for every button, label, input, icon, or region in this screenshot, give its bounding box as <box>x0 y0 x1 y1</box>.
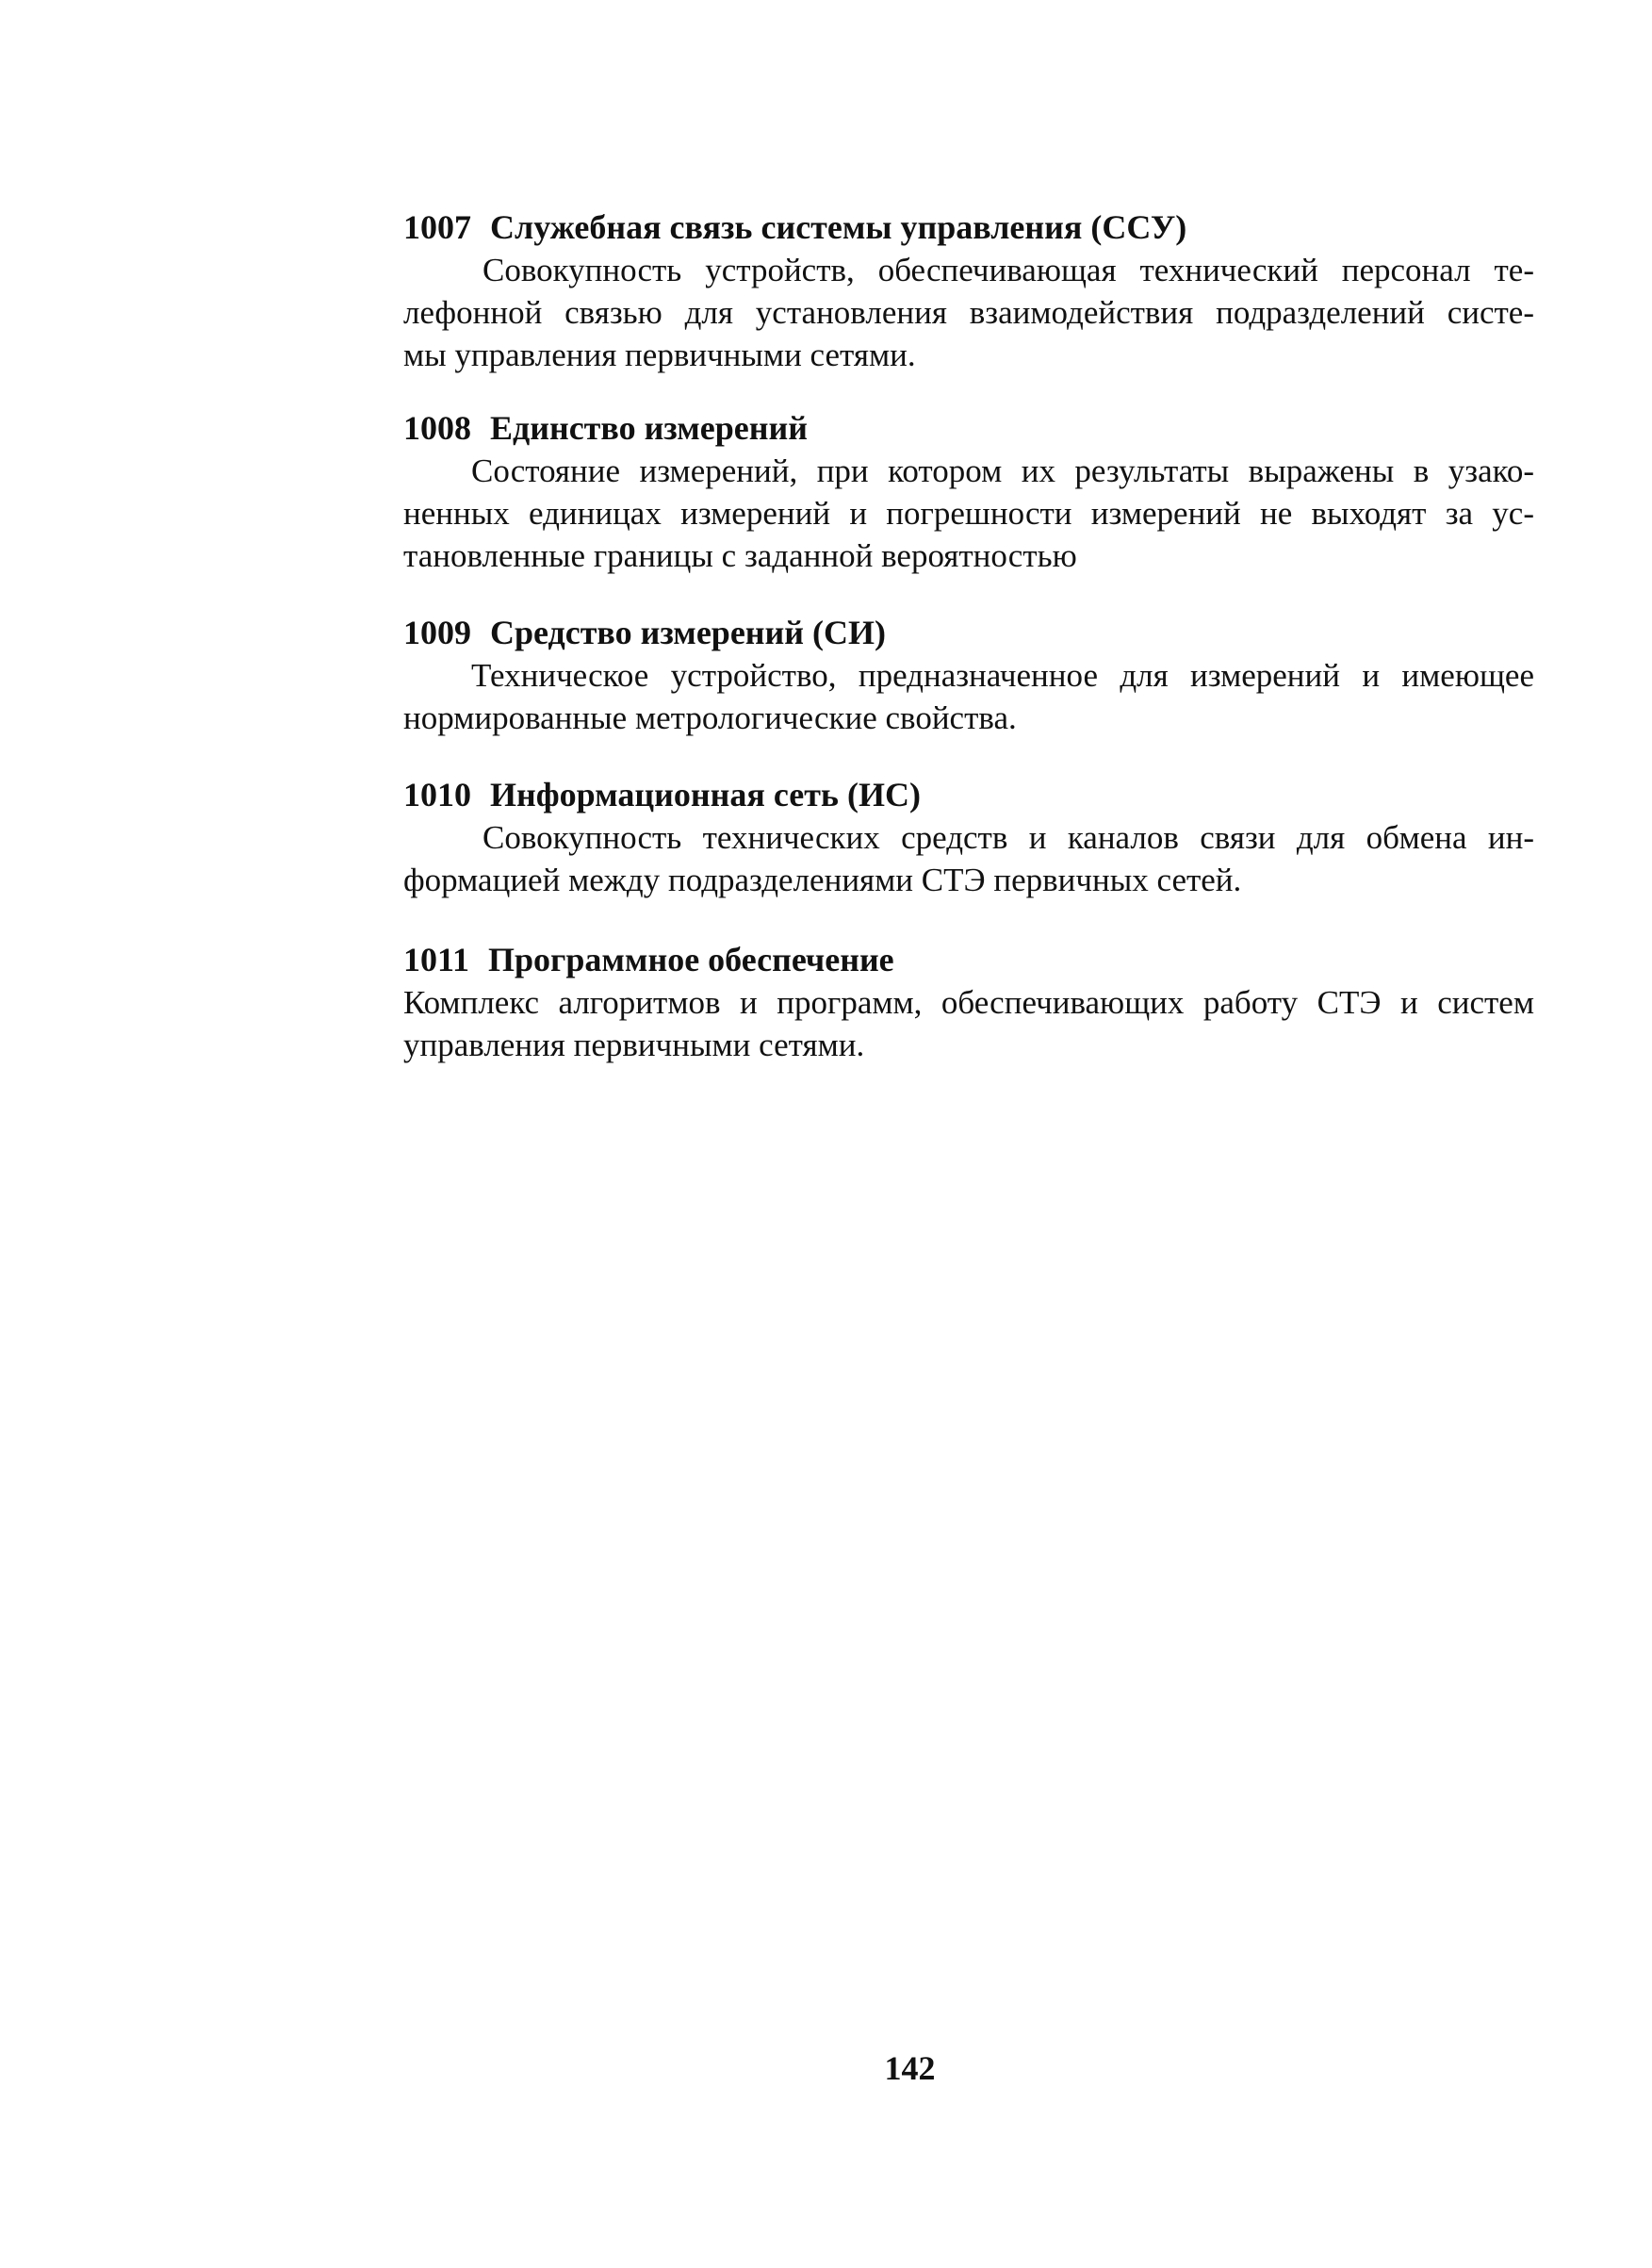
definition-line: мы управления первичными сетями. <box>403 337 916 373</box>
definition-line: ненных единицах измерений и погрешности измерений не выходят за ус- <box>403 495 1534 532</box>
definition-line: Совокупность устройств, обеспечивающая технический персонал те- <box>483 252 1534 288</box>
definition-line: Комплекс алгоритмов и программ, обеспечивающих работу СТЭ и систем <box>403 984 1534 1021</box>
definition-line: лефонной связью для установления взаимодействия подразделений систе- <box>403 294 1534 331</box>
entry-term: Служебная связь системы управления (ССУ) <box>490 208 1187 246</box>
entry-title <box>403 611 1534 654</box>
entry-1011 <box>403 938 1534 1066</box>
entry-term: Средство измерений (СИ) <box>490 614 886 651</box>
entry-number: 1008 <box>403 409 471 447</box>
entry-1010 <box>403 773 1534 901</box>
entry-number: 1010 <box>403 776 471 814</box>
definition-line: нормированные метрологические свойства. <box>403 699 1017 736</box>
entry-title <box>403 938 1534 981</box>
entry-title <box>403 406 1534 450</box>
definition-line: Совокупность технических средств и каналов связи для обмена ин- <box>483 819 1534 856</box>
definition-line: Состояние измерений, при котором их результаты выражены в узако- <box>471 452 1534 489</box>
entry-term: Программное обеспечение <box>488 941 894 978</box>
definition-line: формацией между подразделениями СТЭ первичных сетей. <box>403 862 1242 898</box>
entry-1009 <box>403 611 1534 739</box>
definition-line: тановленные границы с заданной вероятностью <box>403 537 1077 574</box>
entry-term: Единство измерений <box>490 409 808 447</box>
entry-number: 1011 <box>403 941 470 978</box>
entry-term: Информационная сеть (ИС) <box>490 776 921 814</box>
entry-title <box>403 205 1534 249</box>
entry-number: 1007 <box>403 208 471 246</box>
entry-1008 <box>403 406 1534 577</box>
entry-title <box>403 773 1534 816</box>
page-number: 142 <box>884 2049 936 2087</box>
entry-1007 <box>403 205 1534 376</box>
definition-line: управления первичными сетями. <box>403 1027 865 1063</box>
definition-line: Техническое устройство, предназначенное для измерений и имеющее <box>471 657 1534 694</box>
entry-number: 1009 <box>403 614 471 651</box>
